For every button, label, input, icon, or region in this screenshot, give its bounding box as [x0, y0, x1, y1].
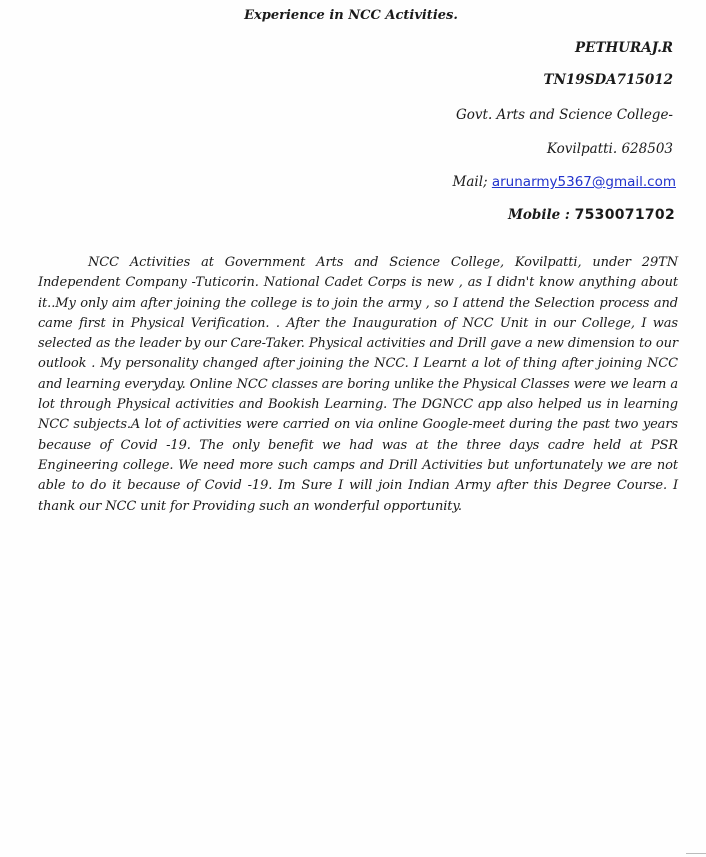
- author-mail-line: [453, 174, 677, 190]
- mobile-label: Mobile :: [507, 207, 575, 223]
- mail-link[interactable]: arunarmy5367@gmail.com: [491, 174, 676, 190]
- mobile-number: 7530071702: [574, 207, 675, 223]
- page-corner-mark: [686, 853, 706, 857]
- author-mobile-line: [508, 207, 675, 223]
- mail-label: Mail;: [452, 174, 492, 190]
- author-name: PETHURAJ.R: [575, 40, 673, 56]
- document-title: Experience in NCC Activities.: [244, 8, 458, 23]
- body-paragraph: NCC Activities at Government Arts and Science College, Kovilpatti, under 29TN Independent Company -Tuticorin. National Cadet Corps is new , as I didn't know anything about it..My only aim after joining the college is to join the army , so I attend the Selection process and came first in Physical Verification. . After the Inauguration of NCC Unit in our College, I was selected as the leader by our Care-Taker. Physical activities and Drill gave a new dimension to our outlook . My personality changed after joining the NCC. I Learnt a lot of thing after joining NCC and learning everyday. Online NCC classes are boring unlike the Physical Classes were we learn a lot through Physical activities and Bookish Learning. The DGNCC app also helped us in learning NCC subjects.A lot of activities were carried on via online Google-meet during the past two years because of Covid -19. The only benefit we had was at the three days cadre held at PSR Engineering college. We need more such camps and Drill Activities but unfortunately we are not able to do it because of Covid -19. Im Sure I will join Indian Army after this Degree Course. I thank our NCC unit for Providing such an wonderful opportunity.: [38, 255, 678, 514]
- author-college: Govt. Arts and Science College-: [456, 107, 673, 123]
- author-reg-no: TN19SDA715012: [543, 72, 673, 88]
- author-place: Kovilpatti. 628503: [546, 141, 673, 157]
